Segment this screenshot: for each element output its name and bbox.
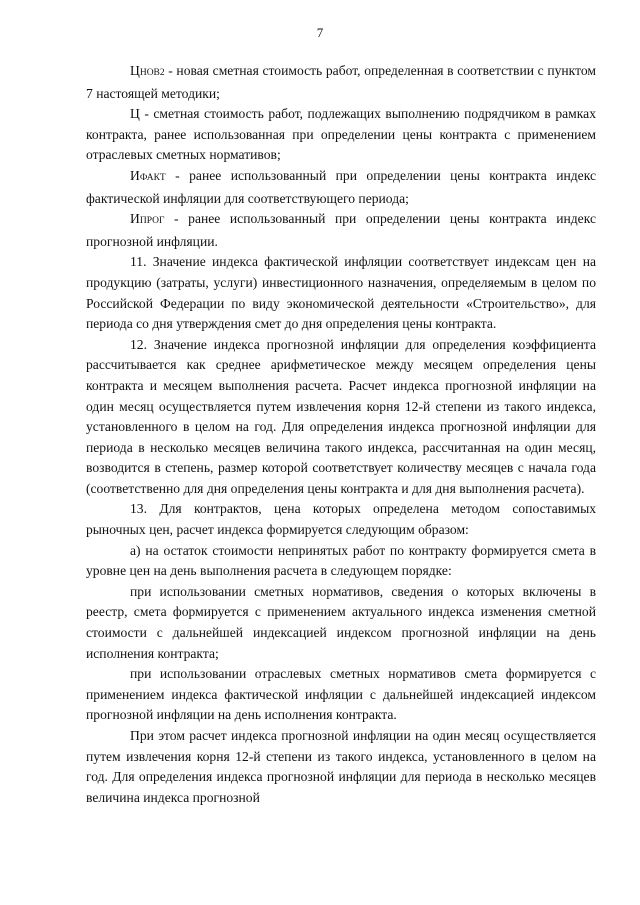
definition-c: Ц - сметная стоимость работ, подлежащих выполнению подрядчиком в рамках контракта, ранее использованная при определении цены контракта с применением отраслевых сметных нормативов; bbox=[86, 106, 596, 163]
definition-ifakt bbox=[86, 166, 596, 209]
clause-13-a: а) на остаток стоимости непринятых работ по контракту формируется смета в уровне цен на день выполнения расчета в следующем порядке: bbox=[86, 542, 596, 579]
symbol: И bbox=[130, 167, 140, 183]
symbol-subscript: ПРОГ bbox=[139, 216, 165, 227]
definition-text: - ранее использованный при определении цены контракта индекс фактической инфляции для соответствующего периода; bbox=[86, 167, 596, 206]
symbol-subscript: ФАКТ bbox=[139, 172, 166, 183]
clause-11: 11. Значение индекса фактической инфляции соответствует индексам цен на продукцию (затраты, услуги) инвестиционного назначения, определяемым в целом по Российской Федерации по виду экономической деятельности «Строительство», для периода со дня утверждения смет до дня определения цены контракта. bbox=[86, 254, 596, 332]
definition-cnov2 bbox=[86, 61, 596, 104]
symbol-subscript: НОВ2 bbox=[139, 68, 165, 78]
page-number: 7 bbox=[316, 25, 324, 40]
symbol: Ц bbox=[130, 63, 140, 78]
symbol: И bbox=[130, 211, 140, 227]
definition-text: - ранее использованный при определении цены контракта индекс прогнозной инфляции. bbox=[86, 211, 596, 249]
definition-iprog bbox=[86, 209, 596, 252]
definition-text: - новая сметная стоимость работ, определенная в соответствии с пунктом 7 настоящей методики; bbox=[86, 63, 596, 101]
clause-13-note: При этом расчет индекса прогнозной инфляции на один месяц осуществляется путем извлечения корня 12-й степени из такого индекса, установленного в целом на год. Для определения индекса прогнозной инфляции для периода в несколько месяцев величина индекса прогнозной bbox=[86, 728, 596, 805]
clause-13: 13. Для контрактов, цена которых определена методом сопоставимых рыночных цен, расчет индекса формируется следующим образом: bbox=[86, 501, 596, 538]
clause-13-a-industry: при использовании отраслевых сметных нормативов смета формируется с применением индекса фактической инфляции с дальнейшей индексацией индексом прогнозной инфляции на день исполнения контракта. bbox=[86, 666, 596, 723]
document-body bbox=[86, 61, 596, 808]
clause-12: 12. Значение индекса прогнозной инфляции для определения коэффициента рассчитывается как среднее арифметическое между месяцем определения цены контракта и месяцем выполнения расчета. Расчет индекса прогнозной инфляции на один месяц осуществляется путем извлечения корня 12-й степени из такого индекса, установленного в целом на год. Для определения индекса прогнозной инфляции для периода в несколько месяцев величина такого индекса, рассчитанная на один месяц, возводится в степень, размер которой соответствует количеству месяцев с начала года (соответственно для дня определения цены контракта и для дня выполнения расчета). bbox=[86, 336, 596, 496]
clause-13-a-registry: при использовании сметных нормативов, сведения о которых включены в реестр, смета формируется с применением актуального индекса изменения сметной стоимости с дальнейшей индексацией индексом прогнозной инфляции на день исполнения контракта; bbox=[86, 583, 596, 661]
